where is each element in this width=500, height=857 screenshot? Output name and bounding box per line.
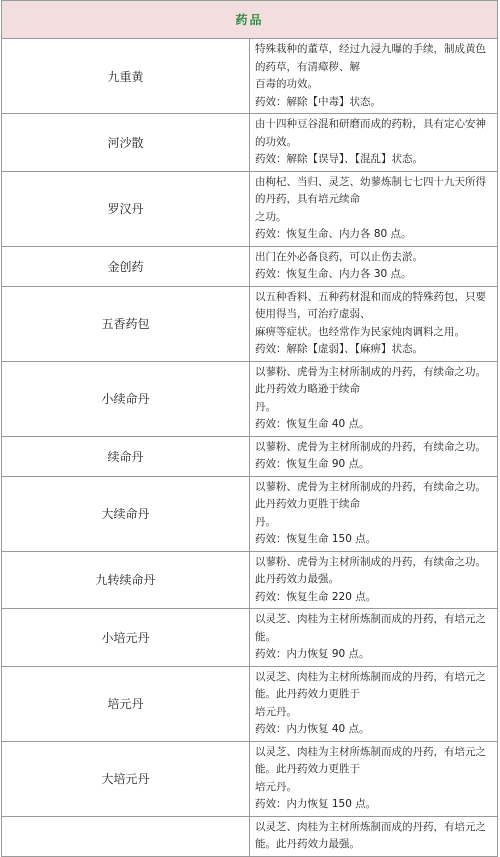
description-line: 培元丹。 (255, 705, 297, 718)
medicine-name: 小培元丹 (2, 609, 250, 667)
description-line: 药效：解除【虚弱】、【麻痹】状态。 (255, 343, 423, 355)
medicine-name: 小续命丹 (2, 361, 250, 436)
medicine-description (250, 436, 498, 476)
table-title: 药品 (2, 1, 498, 39)
description-line: 之功。 (255, 210, 287, 223)
table-row (2, 171, 498, 246)
description-line: 以灵芝、肉桂为主材所炼制而成的丹药，有培元之能。此丹药效力更胜于 (255, 745, 486, 775)
table-row (2, 666, 498, 741)
medicine-name: 培元丹 (2, 666, 250, 741)
description-line: 出门在外必备良药，可以止伤去淤。 (255, 250, 423, 263)
description-line: 由十四种豆谷混和研磨而成的药粉，具有定心安神的功效。 (255, 118, 486, 148)
medicine-name: 罗汉丹 (2, 171, 250, 246)
description-line: 由枸杞、当归、灵芝、幼蓼炼制七七四十九天所得的丹药，具有培元续命 (255, 175, 486, 205)
medicine-name: 九转续命丹 (2, 551, 250, 609)
description-line: 药效：恢复生命、内力各 30 点。 (255, 268, 412, 280)
medicine-description (250, 816, 498, 856)
table-row (2, 551, 498, 609)
description-line: 麻痹等症状。也经常作为民家炖肉调料之用。 (255, 325, 465, 338)
medicine-description (250, 246, 498, 286)
description-line: 以蓼粉、虎骨为主材所制成的丹药，有续命之功。此丹药效力更胜于续命 (255, 480, 486, 510)
description-line: 药效：内力恢复 40 点。 (255, 723, 370, 735)
medicine-name (2, 816, 250, 856)
medicine-description (250, 286, 498, 361)
description-line: 培元丹。 (255, 780, 297, 793)
medicine-description (250, 361, 498, 436)
medicine-description (250, 476, 498, 551)
description-line: 以灵芝、肉桂为主材所炼制而成的丹药，有培元之能。此丹药效力更胜于 (255, 670, 486, 700)
description-line: 药效：恢复生命 90 点。 (255, 458, 370, 470)
description-line: 药效：解除【中毒】状态。 (255, 95, 381, 108)
medicine-description (250, 609, 498, 667)
medicine-description (250, 666, 498, 741)
table-header-row (2, 1, 498, 39)
medicine-name: 九重黄 (2, 39, 250, 114)
description-line: 以蓼粉、虎骨为主材所制成的丹药，有续命之功。 (255, 440, 486, 453)
table-row (2, 436, 498, 476)
table-row (2, 816, 498, 856)
description-line: 特殊栽种的董草，经过九浸九曝的手续，制成黄色的药草，有清瘴秽、解 (255, 43, 486, 73)
description-line: 药效：恢复生命、内力各 80 点。 (255, 228, 412, 240)
medicine-description (250, 171, 498, 246)
description-line: 药效：内力恢复 150 点。 (255, 798, 377, 810)
medicine-table (1, 0, 498, 857)
description-line: 以五种香料、五种药材混和而成的特殊药包，只要使用得当，可治疗虚弱、 (255, 290, 486, 320)
description-line: 药效：解除【误导】、【混乱】状态。 (255, 153, 423, 165)
table-row (2, 246, 498, 286)
description-line: 以蓼粉、虎骨为主材所制成的丹药，有续命之功。此丹药效力略逊于续命 (255, 365, 486, 395)
table-row (2, 609, 498, 667)
description-line: 百毒的功效。 (255, 78, 318, 90)
description-line: 丹。 (255, 515, 276, 528)
table-row (2, 286, 498, 361)
description-line: 以蓼粉、虎骨为主材所制成的丹药，有续命之功。此丹药效力最强。 (255, 555, 486, 585)
medicine-description (250, 114, 498, 172)
medicine-name: 续命丹 (2, 436, 250, 476)
description-line: 丹。 (255, 400, 276, 413)
medicine-name: 大培元丹 (2, 741, 250, 816)
description-line: 药效：内力恢复 90 点。 (255, 648, 370, 660)
medicine-description (250, 551, 498, 609)
table-row (2, 741, 498, 816)
table-row (2, 361, 498, 436)
description-line: 药效：恢复生命 150 点。 (255, 533, 377, 545)
description-line: 以灵芝、肉桂为主材所炼制而成的丹药，有培元之能。此丹药效力最强。 (255, 820, 486, 850)
description-line: 以灵芝、肉桂为主材所炼制而成的丹药，有培元之能。 (255, 613, 486, 643)
medicine-name: 河沙散 (2, 114, 250, 172)
medicine-name: 金创药 (2, 246, 250, 286)
medicine-name: 大续命丹 (2, 476, 250, 551)
table-row (2, 114, 498, 172)
table-row (2, 476, 498, 551)
table-row (2, 39, 498, 114)
description-line: 药效：恢复生命 40 点。 (255, 418, 370, 430)
medicine-name: 五香药包 (2, 286, 250, 361)
description-line: 药效：恢复生命 220 点。 (255, 590, 377, 603)
medicine-description (250, 741, 498, 816)
table-body (2, 39, 498, 857)
medicine-description (250, 39, 498, 114)
